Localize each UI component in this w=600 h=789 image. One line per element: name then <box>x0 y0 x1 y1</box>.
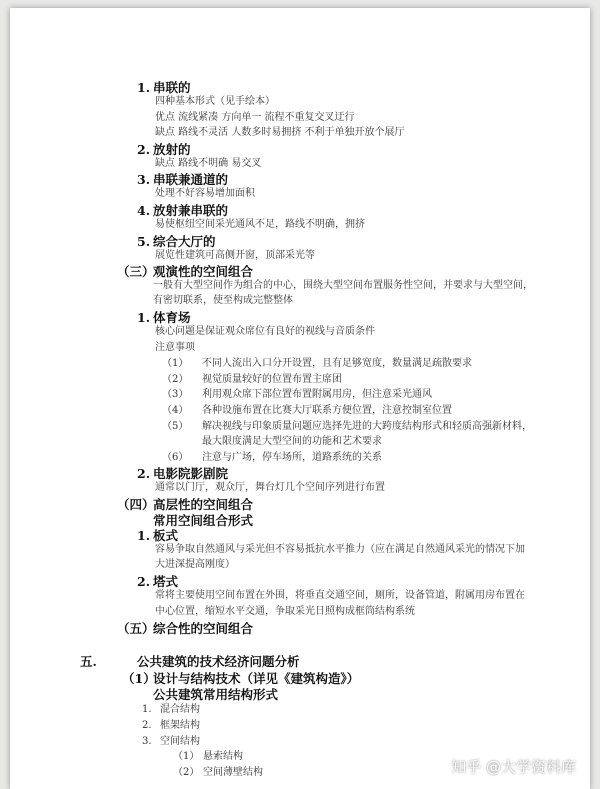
struct-text: 空间结构 <box>160 736 200 747</box>
item-text: 解决视线与印象质量问题应选择先进的大跨度结构形式和轻质高强新材料， <box>202 421 532 432</box>
heading-num: 1. <box>137 80 151 95</box>
section-title: 观演性的空间组合 <box>153 264 254 279</box>
section-num: （四） <box>117 497 155 512</box>
heading-num: 2. <box>137 142 151 157</box>
body-line: 展览性建筑可高侧开窗，顶部采光等 <box>155 250 315 261</box>
body-line: 有密切联系，使至构成完整整体 <box>153 295 293 306</box>
space-struct-num: （1） <box>173 751 200 762</box>
item-text: 各种设施布置在比赛大厅联系方便位置，注意控制室位置 <box>202 405 452 416</box>
heading-title: 体育场 <box>153 310 191 325</box>
part-title: 公共建筑的技术经济问题分析 <box>137 654 300 669</box>
heading-num: 1. <box>137 528 151 543</box>
heading-num: 2. <box>137 574 151 589</box>
section-num: （三） <box>117 264 155 279</box>
body-line: 缺点 路线不灵活 人数多时易拥挤 不利于单独开放个展厅 <box>155 127 405 138</box>
heading-num: 4. <box>137 203 151 218</box>
item-num: （1） <box>162 358 189 369</box>
heading-num: 1. <box>137 310 151 325</box>
heading-title: 串联的 <box>153 80 191 95</box>
item-text: 视觉质量较好的位置布置主席团 <box>202 374 342 385</box>
document-page <box>10 8 590 789</box>
part-num: 五. <box>80 654 97 669</box>
item-text: 最大限度满足大型空间的功能和艺术要求 <box>202 436 382 447</box>
watermark: 知乎 @大学资料库 <box>451 758 576 776</box>
body-line: 四种基本形式（见手绘本） <box>155 96 275 107</box>
item-num: （5） <box>162 421 189 432</box>
body-line: 注意事项 <box>155 342 195 353</box>
struct-text: 混合结构 <box>160 704 200 715</box>
heading-title: 放射的 <box>153 142 191 157</box>
body-line: 处理不好容易增加面积 <box>155 188 255 199</box>
item-num: （2） <box>162 374 189 385</box>
body-line: 中心位置，缩短水平交通，争取采光日照构成框筒结构系统 <box>155 606 415 617</box>
item-num: （6） <box>162 452 189 463</box>
item-text: 利用观众席下部位置布置附属用房，但注意采光通风 <box>202 389 432 400</box>
heading-title: 综合大厅的 <box>153 234 216 249</box>
item-text: 不同人流出入口分开设置，且有足够宽度，数量满足疏散要求 <box>202 358 472 369</box>
heading-title: 串联兼通道的 <box>153 172 229 187</box>
section-title: 综合性的空间组合 <box>153 621 254 636</box>
struct-num: 3. <box>142 736 152 747</box>
section-num: （五） <box>117 621 155 636</box>
subsection-title: 常用空间组合形式 <box>153 513 254 528</box>
heading-title: 放射兼串联的 <box>153 203 229 218</box>
space-struct-text: 悬索结构 <box>203 751 243 762</box>
body-line: 大进深提高刚度） <box>155 559 235 570</box>
heading-num: 5. <box>137 234 151 249</box>
space-struct-text: 空间薄壁结构 <box>203 767 263 778</box>
heading-title: 板式 <box>153 528 179 543</box>
item-num: （3） <box>162 389 189 400</box>
heading-title: 电影院影剧院 <box>153 466 229 481</box>
body-line: 通常以门厅，观众厅，舞台灯几个空间序列进行布置 <box>155 482 385 493</box>
heading-title: 塔式 <box>153 574 179 589</box>
item-num: （4） <box>162 405 189 416</box>
heading-num: 3. <box>137 172 151 187</box>
item-text: 注意与广场，停车场所，道路系统的关系 <box>202 452 382 463</box>
subsection-title: 公共建筑常用结构形式 <box>153 687 279 702</box>
body-line: 核心问题是保证观众席位有良好的视线与音质条件 <box>155 326 375 337</box>
body-line: 一般有大型空间作为组合的中心，围绕大型空间布置服务性空间，并要求与大型空间， <box>153 280 533 291</box>
struct-num: 2. <box>142 720 152 731</box>
struct-num: 1. <box>142 704 152 715</box>
space-struct-num: （2） <box>173 767 200 778</box>
body-line: 易使枢纽空间采光通风不足，路线不明确，拥挤 <box>155 219 365 230</box>
heading-num: 2. <box>137 466 151 481</box>
struct-text: 框架结构 <box>160 720 200 731</box>
section-title: 设计与结构技术（详见《建筑构造》） <box>153 671 360 686</box>
body-line: 优点 流线紧凑 方向单一 流程不重复交叉迂行 <box>155 112 355 123</box>
body-line: 常将主要使用空间布置在外围，将垂直交通空间，厕所，设备管道，附属用房布置在 <box>155 590 525 601</box>
body-line: 缺点 路线不明确 易交叉 <box>155 158 262 169</box>
section-num: （1） <box>122 671 156 686</box>
body-line: 容易争取自然通风与采光但不容易抵抗水平推力（应在满足自然通风采光的情况下加 <box>155 544 525 555</box>
section-title: 高层性的空间组合 <box>153 497 254 512</box>
